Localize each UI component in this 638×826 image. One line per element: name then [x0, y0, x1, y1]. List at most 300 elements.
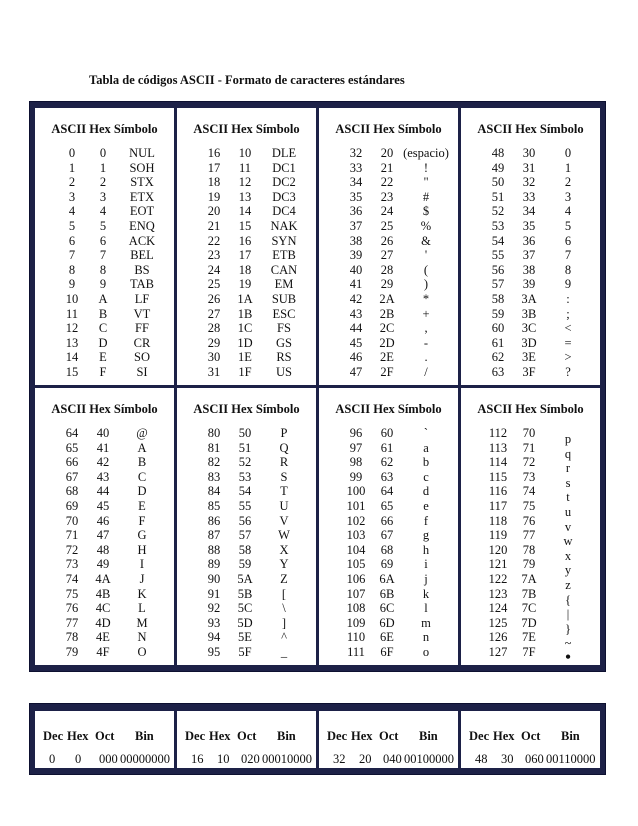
table-row: [319, 514, 458, 529]
symbol-value: G: [137, 528, 147, 543]
table-row: [461, 615, 600, 636]
ascii-value: 114: [488, 455, 508, 470]
ascii-value: 96: [349, 426, 363, 440]
ascii-value: 22: [207, 233, 221, 248]
hex-value: D: [98, 335, 108, 350]
symbol-value: ': [424, 248, 428, 263]
symbol-value: ACK: [128, 233, 156, 248]
ascii-value: 125: [488, 615, 508, 630]
symbol-value: SOH: [129, 160, 155, 175]
ascii-value: 33: [349, 160, 363, 175]
hex-value: 59: [238, 557, 252, 572]
symbol-value: q: [564, 446, 572, 461]
table-row: [177, 572, 316, 587]
symbol-value: l: [424, 601, 428, 616]
ascii-value: 108: [346, 601, 366, 616]
conversion-header: [177, 729, 316, 745]
panel-header: [177, 402, 316, 417]
hex-value: 58: [238, 542, 252, 557]
ascii-value: 59: [491, 306, 505, 321]
ascii-panel: [177, 388, 316, 665]
ascii-value: 25: [207, 277, 221, 292]
table-row: [177, 484, 316, 499]
symbol-value: GS: [276, 335, 292, 350]
bin-value: 00100000: [404, 752, 454, 766]
header-ascii: ASCII: [193, 402, 229, 416]
hex-value: 7: [99, 248, 107, 263]
hex-value: 7F: [522, 644, 536, 659]
symbol-value: ESC: [272, 306, 296, 321]
hex-value: 2F: [380, 364, 394, 379]
symbol-value: EM: [274, 277, 294, 292]
ascii-value: 21: [207, 218, 221, 233]
symbol-value: b: [422, 455, 430, 470]
table-row: [177, 441, 316, 456]
symbol-value: #: [422, 189, 430, 204]
ascii-value: 70: [65, 513, 79, 528]
hex-value: 17: [238, 248, 252, 263]
header-hex: Hex: [373, 402, 395, 416]
hex-value: 12: [238, 175, 252, 190]
header-hex: Hex: [231, 122, 253, 136]
table-row: [35, 601, 174, 616]
table-row: [461, 440, 600, 461]
conversion-panel: [35, 711, 174, 768]
hex-value: 5C: [237, 601, 253, 616]
hex-value: 3F: [522, 364, 536, 379]
table-row: [319, 499, 458, 514]
ascii-value: 63: [491, 364, 505, 379]
ascii-value: 3: [68, 189, 76, 204]
symbol-value: :: [566, 291, 570, 306]
table-row: [35, 514, 174, 529]
hex-value: 64: [380, 484, 394, 499]
symbol-value: H: [137, 542, 147, 557]
table-row: [319, 587, 458, 602]
table-row: [177, 365, 316, 380]
header-bin: Bin: [277, 729, 296, 743]
ascii-value: 47: [349, 364, 363, 379]
ascii-value: 30: [207, 350, 221, 365]
table-row: [35, 441, 174, 456]
ascii-value: 66: [65, 455, 79, 470]
hex-value: 49: [96, 557, 110, 572]
symbol-value: DC3: [272, 189, 296, 204]
hex-value: 14: [238, 204, 252, 219]
hex-value: 33: [522, 189, 536, 204]
bin-value: 00000000: [120, 752, 170, 766]
symbol-value: SUB: [271, 291, 297, 306]
table-row: [461, 484, 600, 505]
hex-value: 1F: [238, 364, 252, 379]
table-row: [319, 175, 458, 190]
ascii-value: 112: [488, 426, 508, 440]
symbol-value: TAB: [130, 277, 154, 292]
hex-value: 60: [380, 426, 394, 440]
ascii-value: 19: [207, 189, 221, 204]
ascii-value: 41: [349, 277, 363, 292]
ascii-value: 80: [207, 426, 221, 440]
hex-value: 65: [380, 498, 394, 513]
ascii-value: 106: [346, 571, 366, 586]
symbol-value: T: [280, 484, 288, 499]
symbol-value: y: [564, 563, 572, 578]
symbol-value: $: [422, 204, 430, 219]
table-row: [319, 365, 458, 380]
ascii-value: 77: [65, 615, 79, 630]
hex-value: 7D: [521, 615, 537, 630]
ascii-value: 23: [207, 248, 221, 263]
ascii-value: 1: [68, 160, 76, 175]
conversion-panel: [461, 711, 600, 768]
ascii-value: 75: [65, 586, 79, 601]
bin-value: 00010000: [262, 752, 312, 766]
hex-value: 19: [238, 277, 252, 292]
panel-header: [177, 122, 316, 137]
table-row: [35, 292, 174, 307]
table-row: [177, 616, 316, 631]
table-row: [35, 277, 174, 292]
table-row: [461, 336, 600, 351]
table-row: [319, 190, 458, 205]
hex-value: 6D: [379, 615, 395, 630]
symbol-value: u: [564, 504, 572, 519]
ascii-value: 36: [349, 204, 363, 219]
ascii-value: 18: [207, 175, 221, 190]
hex-value: 3E: [522, 350, 536, 365]
symbol-value: ": [423, 175, 429, 190]
ascii-value: 89: [207, 557, 221, 572]
panel-header: [319, 402, 458, 417]
panel-rows: [177, 146, 316, 380]
symbol-value: o: [422, 644, 430, 659]
table-row: [461, 542, 600, 563]
panel-header: [319, 122, 458, 137]
symbol-value: *: [422, 291, 430, 306]
symbol-value: W: [278, 528, 290, 543]
ascii-value: 93: [207, 615, 221, 630]
table-row: [461, 601, 600, 622]
ascii-value: 40: [349, 262, 363, 277]
table-row: [35, 616, 174, 631]
symbol-value: h: [422, 542, 430, 557]
hex-value: 75: [522, 498, 536, 513]
hex-value: 32: [522, 175, 536, 190]
symbol-value: p: [564, 432, 572, 446]
symbol-value: DC4: [272, 204, 296, 219]
hex-value: 1D: [237, 335, 253, 350]
symbol-value: n: [422, 630, 430, 645]
table-row: [35, 470, 174, 485]
symbol-value: ): [423, 277, 429, 292]
symbol-value: U: [279, 498, 289, 513]
symbol-value: >: [564, 350, 572, 365]
hex-value: 34: [522, 204, 536, 219]
header-hex: Hex: [493, 729, 515, 743]
hex-value: 72: [522, 455, 536, 470]
table-row: [319, 470, 458, 485]
ascii-value: 73: [65, 557, 79, 572]
panel-rows: [35, 146, 174, 380]
header-symbol: Símbolo: [397, 122, 442, 136]
panel-rows: [461, 146, 600, 380]
hex-value: 7C: [521, 601, 537, 616]
symbol-value: SO: [134, 350, 150, 365]
ascii-value: 65: [65, 440, 79, 455]
ascii-value: 78: [65, 630, 79, 645]
hex-value: 45: [96, 498, 110, 513]
hex-value: 43: [96, 469, 110, 484]
ascii-value: 57: [491, 277, 505, 292]
symbol-value: @: [136, 426, 148, 440]
ascii-value: 43: [349, 306, 363, 321]
hex-value: 2B: [379, 306, 395, 321]
symbol-value: z: [565, 577, 571, 592]
hex-value: 40: [96, 426, 110, 440]
ascii-value: 35: [349, 189, 363, 204]
symbol-value: {: [565, 592, 571, 607]
ascii-value: 117: [488, 498, 508, 513]
header-hex: Hex: [89, 402, 111, 416]
ascii-value: 15: [65, 364, 79, 379]
symbol-value: K: [137, 586, 147, 601]
hex-value: 1: [99, 160, 107, 175]
header-oct: Oct: [379, 729, 399, 743]
ascii-panel: [461, 388, 600, 665]
hex-value: 63: [380, 469, 394, 484]
table-row: [461, 644, 600, 666]
hex-value: 5F: [238, 644, 252, 659]
table-row: [35, 528, 174, 543]
header-hex: Hex: [515, 122, 537, 136]
table-row: [35, 190, 174, 205]
table-row: [461, 204, 600, 219]
table-row: [461, 350, 600, 365]
hex-value: 3C: [521, 321, 537, 336]
oct-value: 020: [241, 752, 260, 766]
symbol-value: 1: [564, 160, 572, 175]
ascii-value: 5: [68, 218, 76, 233]
ascii-value: 48: [491, 146, 505, 160]
symbol-value: 8: [564, 262, 572, 277]
hex-value: 0: [75, 752, 82, 766]
ascii-value: 6: [68, 233, 76, 248]
hex-value: 69: [380, 557, 394, 572]
hex-value: 37: [522, 248, 536, 263]
table-row: [35, 426, 174, 441]
symbol-value: E: [138, 498, 146, 513]
table-row: [177, 263, 316, 278]
table-row: [319, 616, 458, 631]
table-row: [461, 455, 600, 476]
symbol-value: ETB: [272, 248, 296, 263]
symbol-value: ^: [281, 630, 287, 645]
ascii-value: 102: [346, 513, 366, 528]
ascii-value: 118: [488, 513, 508, 528]
header-symbol: Símbolo: [255, 122, 300, 136]
symbol-value: C: [137, 469, 147, 484]
hex-value: 27: [380, 248, 394, 263]
symbol-value: EOT: [129, 204, 155, 219]
header-dec: Dec: [185, 729, 206, 743]
ascii-value: 122: [488, 571, 508, 586]
ascii-value: 53: [491, 218, 505, 233]
header-oct: Oct: [237, 729, 257, 743]
hex-value: 0: [99, 146, 107, 160]
header-bin: Bin: [135, 729, 154, 743]
ascii-value: 115: [488, 469, 508, 484]
ascii-value: 120: [488, 542, 508, 557]
ascii-panel: [319, 388, 458, 665]
hex-value: 48: [96, 542, 110, 557]
symbol-value: \: [282, 601, 286, 616]
hex-value: 30: [522, 146, 536, 160]
conversion-row: [35, 752, 174, 768]
table-row: [461, 586, 600, 607]
ascii-value: 97: [349, 440, 363, 455]
hex-value: 6B: [379, 586, 395, 601]
table-row: [177, 630, 316, 645]
symbol-value: c: [423, 469, 429, 484]
ascii-value: 31: [207, 364, 221, 379]
header-hex: Hex: [231, 402, 253, 416]
bin-value: 00110000: [546, 752, 596, 766]
hex-value: 76: [522, 513, 536, 528]
header-ascii: ASCII: [477, 122, 513, 136]
table-row: [35, 321, 174, 336]
table-row: [319, 277, 458, 292]
hex-value: 1B: [237, 306, 253, 321]
ascii-value: 26: [207, 291, 221, 306]
ascii-value: 121: [488, 557, 508, 572]
table-row: [35, 572, 174, 587]
table-row: [461, 263, 600, 278]
symbol-value: x: [564, 548, 572, 563]
table-row: [177, 470, 316, 485]
hex-value: 61: [380, 440, 394, 455]
hex-value: 21: [380, 160, 394, 175]
header-ascii: ASCII: [51, 122, 87, 136]
ascii-value: 51: [491, 189, 505, 204]
hex-value: 6F: [380, 644, 394, 659]
symbol-value: w: [563, 534, 573, 549]
hex-value: 10: [238, 146, 252, 160]
ascii-value: 68: [65, 484, 79, 499]
symbol-value: |: [566, 607, 570, 622]
table-row: [177, 219, 316, 234]
table-row: [177, 528, 316, 543]
table-row: [461, 365, 600, 380]
dec-value: 0: [49, 752, 56, 766]
ascii-value: 58: [491, 291, 505, 306]
table-row: [35, 484, 174, 499]
panel-rows: [177, 426, 316, 660]
header-symbol: Símbolo: [397, 402, 442, 416]
ascii-value: 113: [488, 440, 508, 455]
symbol-value: ETX: [129, 189, 155, 204]
ascii-value: 95: [207, 644, 221, 659]
hex-value: 26: [380, 233, 394, 248]
table-row: [461, 321, 600, 336]
hex-value: 7B: [521, 586, 537, 601]
ascii-value: 83: [207, 469, 221, 484]
header-ascii: ASCII: [477, 402, 513, 416]
header-dec: Dec: [43, 729, 64, 743]
symbol-value: 0: [564, 146, 572, 160]
table-row: [177, 336, 316, 351]
symbol-value: (: [423, 262, 429, 277]
ascii-value: 62: [491, 350, 505, 365]
header-hex: Hex: [67, 729, 89, 743]
symbol-value: e: [423, 498, 429, 513]
symbol-value: NAK: [270, 218, 298, 233]
symbol-value: J: [139, 571, 145, 586]
table-row: [35, 234, 174, 249]
ascii-value: 79: [65, 644, 79, 659]
hex-value: 22: [380, 175, 394, 190]
ascii-value: 82: [207, 455, 221, 470]
ascii-value: 32: [349, 146, 363, 160]
symbol-value: [: [281, 586, 287, 601]
symbol-value: S: [280, 469, 288, 484]
hex-value: 5E: [238, 630, 252, 645]
header-hex: Hex: [515, 402, 537, 416]
hex-value: 62: [380, 455, 394, 470]
header-hex: Hex: [373, 122, 395, 136]
symbol-value: k: [422, 586, 430, 601]
ascii-value: 74: [65, 571, 79, 586]
hex-value: 4D: [95, 615, 111, 630]
table-row: [177, 146, 316, 161]
hex-value: 44: [96, 484, 110, 499]
symbol-value: +: [422, 306, 430, 321]
hex-value: 56: [238, 513, 252, 528]
header-bin: Bin: [419, 729, 438, 743]
panel-rows: [35, 426, 174, 660]
hex-value: 2: [99, 175, 107, 190]
symbol-value: DC2: [272, 175, 296, 190]
symbol-value: ENQ: [129, 218, 155, 233]
header-bin: Bin: [561, 729, 580, 743]
ascii-value: 81: [207, 440, 221, 455]
ascii-value: 54: [491, 233, 505, 248]
ascii-value: 100: [346, 484, 366, 499]
hex-value: 41: [96, 440, 110, 455]
hex-value: 4F: [96, 644, 110, 659]
table-row: [319, 219, 458, 234]
ascii-panel: [35, 388, 174, 665]
symbol-value: A: [137, 440, 147, 455]
hex-value: 20: [380, 146, 394, 160]
ascii-value: 27: [207, 306, 221, 321]
table-row: [35, 557, 174, 572]
hex-value: 11: [238, 160, 252, 175]
hex-value: 54: [238, 484, 252, 499]
symbol-value: 7: [564, 248, 572, 263]
hex-value: 4: [99, 204, 107, 219]
hex-value: 6A: [379, 571, 395, 586]
symbol-value: •: [565, 648, 571, 666]
hex-value: 2C: [379, 321, 395, 336]
table-row: [35, 307, 174, 322]
symbol-value: j: [424, 571, 428, 586]
table-row: [177, 248, 316, 263]
symbol-value: /: [424, 364, 428, 379]
symbol-value: R: [279, 455, 289, 470]
header-hex: Hex: [209, 729, 231, 743]
conversion-row: [319, 752, 458, 768]
ascii-value: 14: [65, 350, 79, 365]
